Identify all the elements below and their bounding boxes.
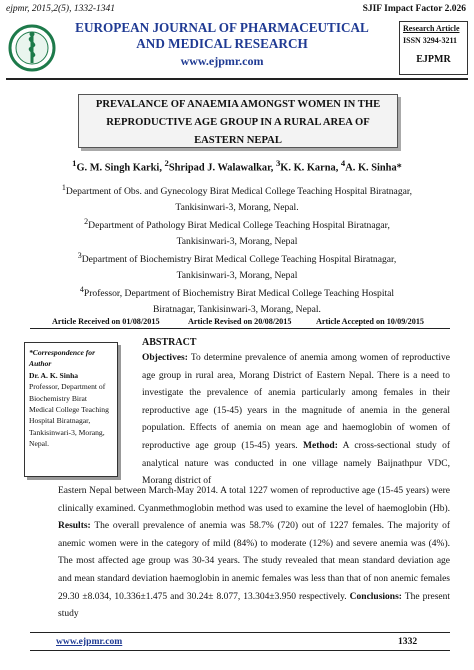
footer-divider-bottom [30,650,450,651]
objectives-label: Objectives: [142,353,188,363]
abstract-heading: ABSTRACT [142,337,197,348]
paper-title-line2: REPRODUCTIVE AGE GROUP IN A RURAL AREA OF [106,117,370,128]
correspondence-line: Nepal. [29,439,50,449]
method-text: A cross-sectional study of analytical nature was conducted in one village namely Baijnathpur VDC, Morang district of [142,440,451,487]
date-accepted: Article Accepted on 10/09/2015 [316,317,425,326]
journal-url[interactable]: www.ejpmr.com [180,54,264,68]
journal-abbr: EJPMR [416,54,451,65]
affiliation-sup: 2 [84,217,89,226]
author-sup: 4 [340,158,346,168]
dates-divider [30,328,450,329]
correspondence-line: Hospital Biratnagar, [29,416,91,426]
date-revised: Article Revised on 20/08/2015 [188,317,292,326]
citation: ejpmr, 2015,2(5), 1332-1341 [6,4,115,14]
conclusions-text: The present study [58,591,451,620]
affiliation-line: Department of Biochemistry Birat Medical College Teaching Hospital Biratnagar, [81,254,397,266]
results-label: Results: [58,521,91,532]
affiliation-sup: 3 [77,251,82,260]
affiliation-line: Tankisinwari-3, Morang, Nepal [176,236,298,248]
author-name: Shripad J. Walawalkar, [168,162,276,174]
results-text: The overall prevalence of anemia was 58.7% (720) out of 1227 females. The majority of anemic women were in the category of mild (84%) to moderate (12%) and severe anemia was (4%). The most affected age group was 30-34 years. The study revealed that mean standard deviation age and mean standard deviation haemoglobin in anemic females was less than that of non anemic females 29.30 ±8.034, 10.336±1.475 and 30.24± 8.077, 13.304±3.950 respectively. [58,521,450,602]
affiliation [20,214,454,250]
affiliation-line: Tankisinwari-3, Morang, Nepal. [175,202,299,214]
article-info-box [399,21,468,75]
journal-logo [8,24,56,72]
correspondence-line: Biochemistry Birat [29,393,87,403]
affiliation-line: Department of Pathology Birat Medical College Teaching Hospital Biratnagar, [88,220,390,232]
footer-url[interactable]: www.ejpmr.com [56,636,123,647]
affiliation-line: Tankisinwari-3, Morang, Nepal [176,270,298,282]
abstract-text-continued [30,483,450,624]
correspondence-heading: *Correspondence for Author [29,348,96,369]
impact-factor: SJIF Impact Factor 2.026 [362,4,466,14]
author-name: A. K. Sinha* [345,162,402,174]
affiliation-line: Professor, Department of Biochemistry Birat Medical College Teaching Hospital [83,288,395,300]
affiliation-sup: 4 [79,285,84,294]
correspondence-name: Dr. A. K. Sinha [29,370,79,380]
conclusions-label: Conclusions: [349,591,402,602]
journal-title [62,20,382,52]
paper-title [78,94,398,148]
author-name: K. K. Karna, [280,162,341,174]
author-sup: 3 [275,158,281,168]
correspondence-box [24,342,118,477]
correspondence-line: Tankisinwari-3, Morang, [29,427,105,437]
affiliation-sup: 1 [61,183,66,192]
affiliation-line: Department of Obs. and Gynecology Birat Medical College Teaching Hospital Biratnagar, [65,186,413,198]
author-sup: 1 [72,158,77,168]
affiliation [20,248,454,284]
footer-divider [30,632,450,633]
method-label: Method: [303,440,338,451]
article-type: Research Article [403,24,460,33]
issn: ISSN 3294-3211 [403,36,458,45]
affiliation [20,282,454,318]
journal-title-line1: EUROPEAN JOURNAL OF PHARMACEUTICAL [75,20,369,35]
objectives-text: To determine prevalence of anemia among women of reproductive age group in rural area, Morang District of Eastern Nepal. There is a need to investigate the prevalence of anemia particularly among females in their reproductive age (15-45) years in the magnitude of anemia in the general population. Effects of anemia on mean age and haemoglobin of women of reproductive age group (15-45) years. [142,353,450,451]
paper-title-line3: EASTERN NEPAL [194,135,282,146]
continued-span: Eastern Nepal between March-May 2014. A total 1227 women of reproductive age (15-45 years) were clinically examined. Cyanmethmoglobin method was used to examine the level of haemoglobin (Hb). [58,486,450,514]
continued-text [30,483,450,624]
paper-title-line1: PREVALANCE OF ANAEMIA AMONGST WOMEN IN THE [95,99,381,110]
author-name: G. M. Singh Karki, [76,162,165,174]
correspondence-line: Professor, Department of [29,382,106,392]
date-received: Article Received on 01/08/2015 [52,317,160,326]
affiliation-line: Biratnagar, Tankisinwari-3, Morang, Nepal. [153,304,321,316]
author-sup: 2 [164,158,169,168]
abstract-text [142,350,450,491]
author-list [0,158,474,173]
correspondence-line: Medical College Teaching [29,405,109,415]
affiliation [20,180,454,216]
header-divider [6,78,468,80]
journal-title-line2: AND MEDICAL RESEARCH [136,36,308,51]
page-number: 1332 [398,636,418,647]
